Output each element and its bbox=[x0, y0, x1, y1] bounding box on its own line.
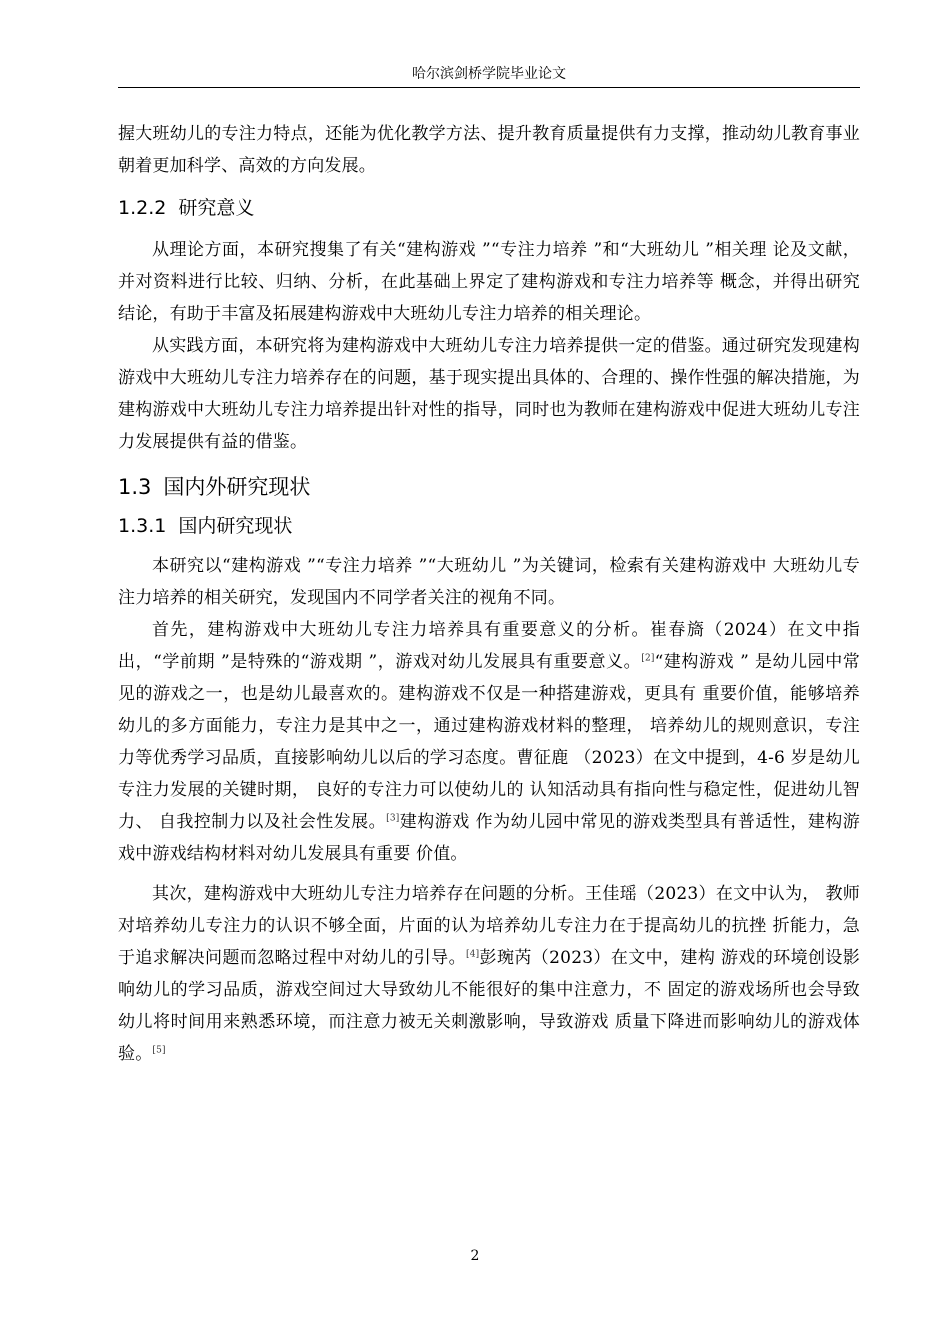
page-body bbox=[118, 118, 860, 1070]
section-heading-1-3 bbox=[118, 472, 860, 502]
section-title: 国内外研究现状 bbox=[163, 475, 311, 499]
running-header bbox=[118, 64, 860, 88]
paragraph-problems bbox=[118, 878, 860, 1070]
citation-5: [5] bbox=[152, 1045, 166, 1056]
section-title: 研究意义 bbox=[178, 197, 255, 219]
section-number: 1.3 bbox=[118, 475, 152, 499]
text-run: “建构游戏 ” 是幼儿园中常见的游戏之一，也是幼儿最喜欢的。建构游戏不仅是一种搭建游戏，更具有 重要价值，能够培养幼儿的多方面能力，专注力是其中之一，通过建构游戏材料的整理， 培养幼儿的规则意识，专注力等优秀学习品质，直接影响幼儿以后的学习态度。曹征鹿 （2023）在文中提到，4-6 岁是幼儿专注力发展的关键时期， 良好的专注力可以使幼儿的 认知活动具有指向性与稳定性，促进幼儿智力、 自我控制力以及社会性发展。 bbox=[118, 652, 860, 832]
section-title: 国内研究现状 bbox=[178, 515, 293, 537]
section-number: 1.2.2 bbox=[118, 197, 167, 219]
header-title: 哈尔滨剑桥学院毕业论文 bbox=[412, 66, 566, 82]
citation-3: [3] bbox=[386, 813, 400, 824]
paragraph-keywords: 本研究以“建构游戏 ”“专注力培养 ”“大班幼儿 ”为关键词，检索有关建构游戏中 大班幼儿专注力培养的相关研究，发现国内不同学者关注的视角不同。 bbox=[118, 556, 860, 608]
paragraph-practice: 从实践方面，本研究将为建构游戏中大班幼儿专注力培养提供一定的借鉴。通过研究发现建构游戏中大班幼儿专注力培养存在的问题，基于现实提出具体的、合理的、操作性强的解决措施，为建构游戏中大班幼儿专注力培养提出针对性的指导，同时也为教师在建构游戏中促进大班幼儿专注力发展提供有益的借鉴。 bbox=[118, 336, 860, 452]
text-run: 建构游戏 作为幼儿园中常见的游戏类型具有普适性，建构游戏中游戏结构材料对幼儿发展具有重要 价值。 bbox=[118, 812, 860, 864]
citation-2: [2] bbox=[641, 653, 655, 664]
citation-4: [4] bbox=[466, 949, 480, 960]
text-run: 首先，建构游戏中大班幼儿专注力培养具有重要意义的分析。崔春旖（2024）在文中指出，“学前期 ”是特殊的“游戏期 ”，游戏对幼儿发展具有重要意义。 bbox=[118, 620, 860, 672]
paragraph-continued: 握大班幼儿的专注力特点，还能为优化教学方法、提升教育质量提供有力支撑，推动幼儿教育事业朝着更加科学、高效的方向发展。 bbox=[118, 124, 860, 176]
section-number: 1.3.1 bbox=[118, 515, 167, 537]
section-heading-1-3-1 bbox=[118, 512, 860, 540]
section-heading-1-2-2 bbox=[118, 194, 860, 222]
paragraph-theory: 从理论方面，本研究搜集了有关“建构游戏 ”“专注力培养 ”和“大班幼儿 ”相关理 论及文献，并对资料进行比较、归纳、分析，在此基础上界定了建构游戏和专注力培养等 概念，并得出研究结论，有助于丰富及拓展建构游戏中大班幼儿专注力培养的相关理论。 bbox=[118, 240, 860, 324]
text-run: 彭琬芮（2023）在文中，建构 游戏的环境创设影响幼儿的学习品质，游戏空间过大导致幼儿不能很好的集中注意力，不 固定的游戏场所也会导致幼儿将时间用来熟悉环境，而注意力被无关刺激影响，导致游戏 质量下降进而影响幼儿的游戏体验。 bbox=[118, 948, 861, 1064]
text-run: 其次，建构游戏中大班幼儿专注力培养存在问题的分析。王佳瑶（2023）在文中认为， 教师对培养幼儿专注力的认识不够全面，片面的认为培养幼儿专注力在于提高幼儿的抗挫 折能力，急于追求解决问题而忽略过程中对幼儿的引导。 bbox=[118, 884, 860, 968]
page-number: 2 bbox=[470, 1248, 480, 1264]
paragraph-significance bbox=[118, 614, 860, 870]
